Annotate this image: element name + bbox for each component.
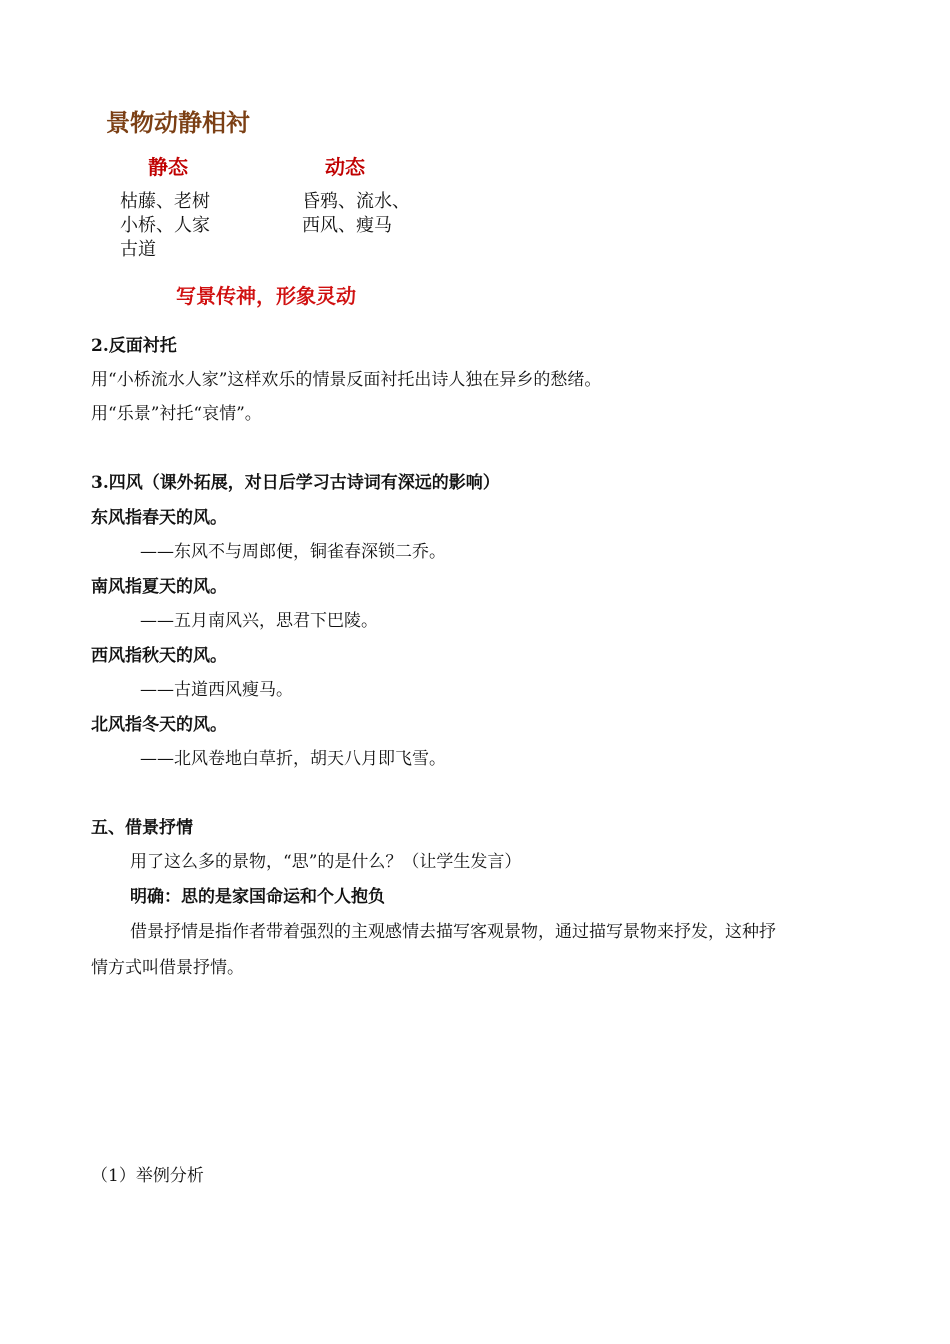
wind-quote-north: ——北风卷地白草折，胡天八月即飞雪。: [140, 749, 446, 769]
static-items: [120, 190, 210, 262]
wind-quote-south: ——五月南风兴，思君下巴陵。: [140, 611, 378, 631]
wind-label-west: 西风指秋天的风。: [91, 646, 227, 666]
section2-line: 用“小桥流水人家”这样欢乐的情景反面衬托出诗人独在异乡的愁绪。: [91, 370, 602, 390]
section5-heading: 五、借景抒情: [91, 818, 193, 838]
dynamic-item: 昏鸦、流水、: [302, 191, 410, 212]
wind-label-east: 东风指春天的风。: [91, 508, 227, 528]
static-item: 小桥、人家: [120, 215, 210, 236]
section5-question: 用了这么多的景物，“思”的是什么？（让学生发言）: [130, 852, 522, 872]
section2-line: 用“乐景”衬托“哀情”。: [91, 404, 262, 424]
dynamic-items: [302, 190, 410, 238]
wind-label-south: 南风指夏天的风。: [91, 577, 227, 597]
slide-title: 景物动静相衬: [106, 109, 250, 137]
static-item: 枯藤、老树: [120, 191, 210, 212]
wind-quote-east: ——东风不与周郎便，铜雀春深锁二乔。: [140, 542, 446, 562]
section2-heading: 2.反面衬托: [91, 336, 177, 356]
dynamic-heading: 动态: [325, 155, 365, 179]
wind-label-north: 北风指冬天的风。: [91, 715, 227, 735]
static-heading: 静态: [148, 155, 188, 179]
wind-quote-west: ——古道西风瘦马。: [140, 680, 293, 700]
section5-answer: 明确：思的是家国命运和个人抱负: [130, 887, 385, 907]
dynamic-item: 西风、瘦马: [302, 215, 392, 236]
slogan: 写景传神，形象灵动: [176, 284, 356, 308]
static-item: 古道: [120, 239, 156, 260]
section5-paragraph-line1: 借景抒情是指作者带着强烈的主观感情去描写客观景物，通过描写景物来抒发，这种抒: [130, 922, 776, 942]
section3-heading: 3.四风（课外拓展，对日后学习古诗词有深远的影响）: [91, 473, 500, 493]
section5-paragraph-line2: 情方式叫借景抒情。: [91, 958, 244, 978]
example-analysis-item: （1）举例分析: [91, 1166, 204, 1186]
